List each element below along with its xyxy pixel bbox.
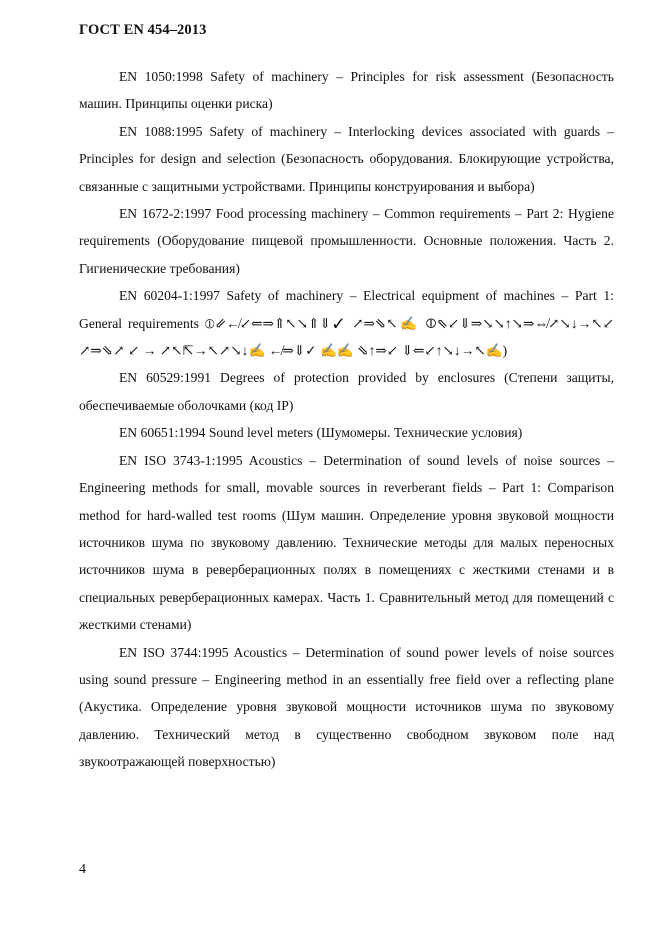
reference-en-iso-3743-1: EN ISO 3743-1:1995 Acoustics – Determination of sound levels of noise sources – Engineering methods for small, movable sources in reverberant fields – Part 1: Comparison method for hard-walled test rooms (Шум машин. Определение уровня звуковой мощности источников шума по звуковому давлению. Технические методы для малых переносных источников шума в реверберационных полях в помещениях с жесткими стенами и в специальных реверберационных камерах. Часть 1. Сравнительный метод для помещений с жесткими стенами) (79, 452, 614, 633)
document-header: ГОСТ EN 454–2013 (79, 22, 207, 38)
reference-en-1088: EN 1088:1995 Safety of machinery – Interlocking devices associated with guards – Principles for design and selection (Безопасность оборудования. Блокирующие устройства, связанные с защитными устройствами. Принципы конструирования и выбора) (79, 123, 614, 194)
reference-en-60204-1: EN 60204-1:1997 Safety of machinery – Electrical equipment of machines – Part 1: General requirements ⦶⇙↚↙⇐⇒⇑↖↘⇑⇓✓ ↗⇒⇘↖✍ ⦷⇖↙⇓⇒↘↘↑↘⇒⇎↗↘↓→↖↙ ↗⇒⇘↗ ↙ → ↗↖⇱→↖↗↘↓✍ ↚⇒⇓✓ ✍✍ ⇘↑⇒↙ ⇓⇐↙↑↘↓→↖✍) (79, 288, 614, 359)
reference-en-1050: EN 1050:1998 Safety of machinery – Principles for risk assessment (Безопасность машин. Принципы оценки риска) (79, 69, 614, 112)
reference-list (79, 63, 614, 776)
reference-en-60529: EN 60529:1991 Degrees of protection provided by enclosures (Степени защиты, обеспечиваемые оболочками (код IP) (79, 370, 614, 413)
page-number: 4 (79, 862, 86, 877)
reference-en-60651: EN 60651:1994 Sound level meters (Шумомеры. Технические условия) (119, 425, 523, 441)
reference-en-iso-3744: EN ISO 3744:1995 Acoustics – Determination of sound power levels of noise sources using sound pressure – Engineering method in an essentially free field over a reflecting plane (Акустика. Определение уровня звуковой мощности источников шума по звуковому давлению. Технический метод в существенно свободном звуковом поле над звукоотражающей поверхностью) (79, 644, 614, 770)
reference-en-1672-2: EN 1672-2:1997 Food processing machinery – Common requirements – Part 2: Hygiene requirements (Оборудование пищевой промышленности. Основные положения. Часть 2. Гигиенические требования) (79, 206, 614, 276)
